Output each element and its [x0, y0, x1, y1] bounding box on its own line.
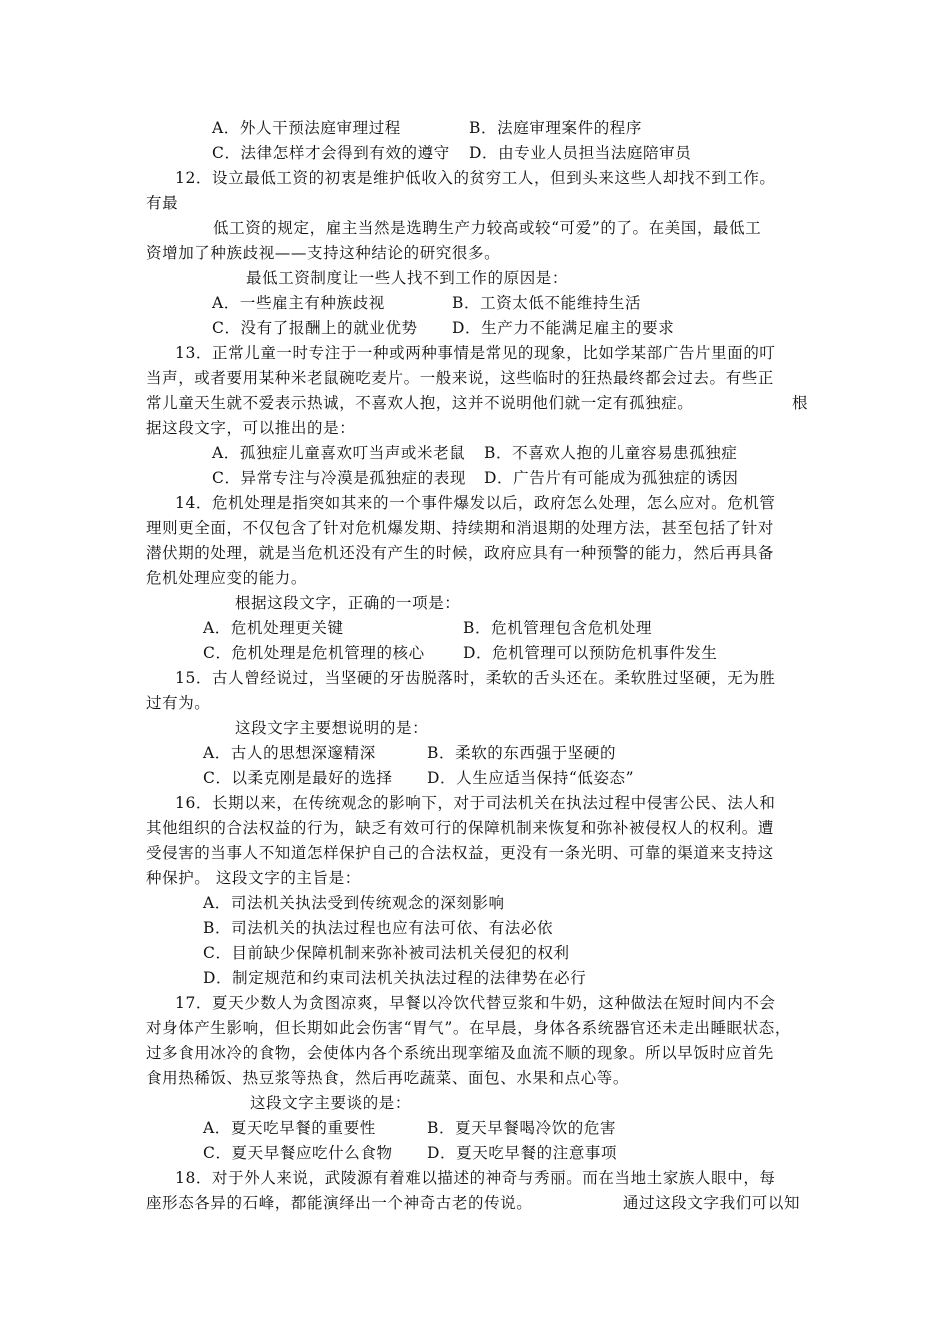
q12-option-c: C．没有了报酬上的就业优势 — [212, 319, 418, 337]
q17-option-c: C．夏天早餐应吃什么食物 — [203, 1144, 393, 1162]
q13-option-d: D．广告片有可能成为孤独症的诱因 — [484, 469, 739, 487]
document-page: A．外人干预法庭审理过程 B．法庭审理案件的程序 C．法律怎样才会得到有效的遵守 D．由专业人员担当法庭陪审员 12．设立最低工资的初衷是维护低收入的贫穷工人，但到头来这些人却找不到工作。 有最 低工资的规定，雇主当然是选聘生产力较高或较“可爱”的了。在美国，最低工 资增加了种族歧视——支持这种结论的研究很多。 最低工资制度让一些人找不到工作的原因是： A．一些雇主有种族歧视 B．工资太低不能维持生活 C．没有了报酬上的就业优势 D．生产力不能满足雇主的要求 13．正常儿童一时专注于一种或两种事情是常见的现象，比如学某部广告片里面的叮 当声，或者要用某种米老鼠碗吃麦片。一般来说，这些临时的狂热最终都会过去。有些正 常儿童天生就不爱表示热诚，不喜欢人抱，这并不说明他们就一定有孤独症。 根 据这段文字，可以推出的是： A．孤独症儿童喜欢叮当声或米老鼠 B．不喜欢人抱的儿童容易患孤独症 C．异常专注与冷漠是孤独症的表现 D．广告片有可能成为孤独症的诱因 14．危机处理是指突如其来的一个事件爆发以后，政府怎么处理，怎么应对。危机管 理则更全面，不仅包含了针对危机爆发期、持续期和消退期的处理方法，甚至包括了针对 潜伏期的处理，就是当危机还没有产生的时候，政府应具有一种预警的能力，然后再具备 危机处理应变的能力。 根据这段文字，正确的一项是： A．危机处理更关键 B．危机管理包含危机处理 C．危机处理是危机管理的核心 D．危机管理可以预防危机事件发生 15．古人曾经说过，当坚硬的牙齿脱落时，柔软的舌头还在。柔软胜过坚硬，无为胜 过有为。 这段文字主要想说明的是： A．古人的思想深邃精深 B．柔软的东西强于坚硬的 C．以柔克刚是最好的选择 D．人生应适当保持“低姿态” 16．长期以来，在传统观念的影响下，对于司法机关在执法过程中侵害公民、法人和 其他组织的合法权益的行为，缺乏有效可行的保障机制来恢复和弥补被侵权人的权利。遭 受侵害的当事人不知道怎样保护自己的合法权益，更没有一条光明、可靠的渠道来支持这 种保护。 这段文字的主旨是： A．司法机关执法受到传统观念的深刻影响 B．司法机关的执法过程也应有法可依、有法必依 C．目前缺少保障机制来弥补被司法机关侵犯的权利 D．制定规范和约束司法机关执法过程的法律势在必行 17．夏天少数人为贪图凉爽，早餐以冷饮代替豆浆和牛奶，这种做法在短时间内不会 对身体产生影响，但长期如此会伤害“胃气”。在早晨，身体各系统器官还未走出睡眠状态， 过多食用冰冷的食物，会使体内各个系统出现挛缩及血流不顺的现象。所以早饭时应首先 食用热稀饭、热豆浆等热食，然后再吃蔬菜、面包、水果和点心等。 这段文字主要谈的是： A．夏天吃早餐的重要性 B．夏天早餐喝冷饮的危害 C．夏天早餐应吃什么食物 D．夏天吃早餐的注意事项 18．对于外人来说，武陵源有着难以描述的神奇与秀丽。而在当地土家族人眼中，每 座形态各异的石峰，都能演绎出一个神奇古老的传说。 通过这段文字我们可以知 — [146, 119, 809, 1212]
q12-option-a: A．一些雇主有种族歧视 — [212, 294, 385, 312]
q12-option-b: B．工资太低不能维持生活 — [452, 294, 642, 312]
q11-option-b: B．法庭审理案件的程序 — [469, 119, 642, 137]
q17-option-d: D．夏天吃早餐的注意事项 — [427, 1144, 618, 1162]
q11-option-d: D．由专业人员担当法庭陪审员 — [469, 144, 692, 162]
q15-option-d: D．人生应适当保持“低姿态” — [427, 769, 635, 787]
q14-option-b: B．危机管理包含危机处理 — [463, 619, 653, 637]
q14-option-c: C．危机处理是危机管理的核心 — [203, 644, 425, 662]
q15-option-a: A．古人的思想深邃精深 — [203, 744, 376, 762]
q13-option-a: A．孤独症儿童喜欢叮当声或米老鼠 — [212, 444, 466, 462]
q12-option-d: D．生产力不能满足雇主的要求 — [452, 319, 675, 337]
q11-option-a: A．外人干预法庭审理过程 — [212, 119, 401, 137]
q13-option-b: B．不喜欢人抱的儿童容易患孤独症 — [484, 444, 738, 462]
q15-option-b: B．柔软的东西强于坚硬的 — [427, 744, 617, 762]
q14-option-a: A．危机处理更关键 — [203, 619, 344, 637]
q17-option-a: A．夏天吃早餐的重要性 — [203, 1119, 376, 1137]
q15-option-c: C．以柔克刚是最好的选择 — [203, 769, 393, 787]
q13-option-c: C．异常专注与冷漠是孤独症的表现 — [212, 469, 466, 487]
q11-option-c: C．法律怎样才会得到有效的遵守 — [212, 144, 450, 162]
q14-option-d: D．危机管理可以预防危机事件发生 — [463, 644, 718, 662]
q17-option-b: B．夏天早餐喝冷饮的危害 — [427, 1119, 617, 1137]
